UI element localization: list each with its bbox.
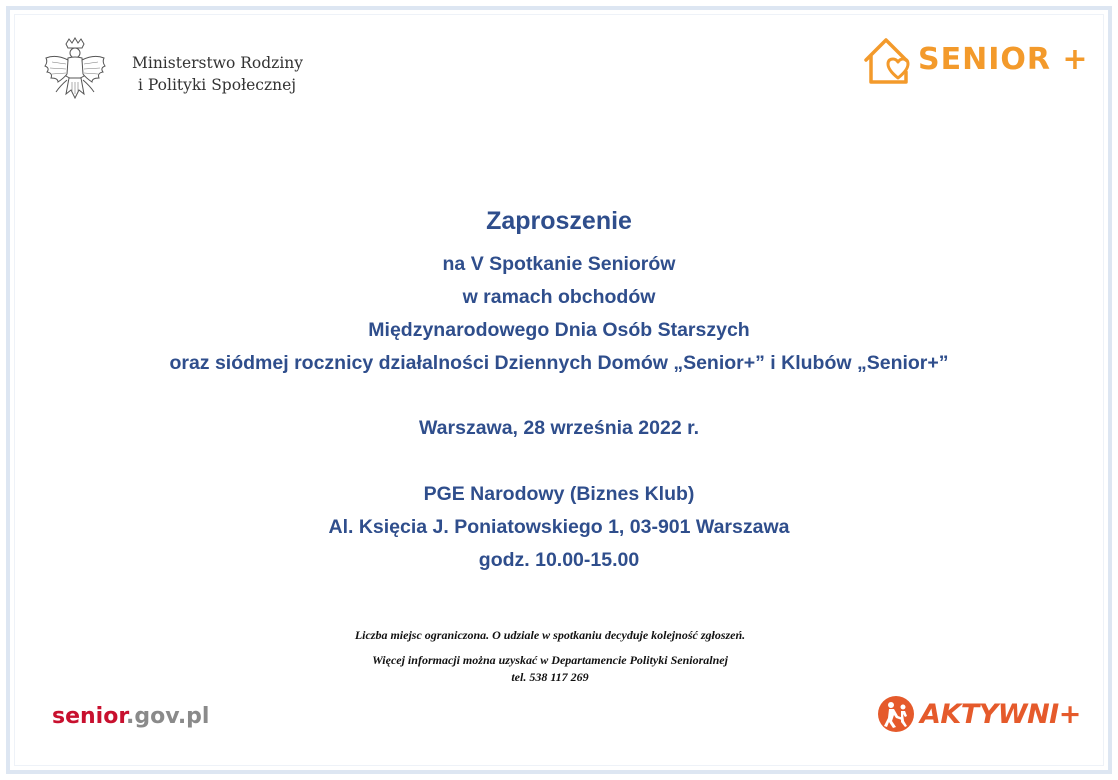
aktywni-plus-logo <box>876 694 1081 734</box>
aktywni-plus-wordmark: AKTYWNI+ <box>920 698 1081 730</box>
ministry-logo <box>42 36 303 112</box>
polish-eagle-icon <box>42 36 108 112</box>
ministry-name <box>132 52 303 96</box>
invitation-line-3: Międzynarodowego Dnia Osób Starszych <box>368 319 750 341</box>
running-people-icon <box>876 694 916 734</box>
event-address: Al. Księcia J. Poniatowskiego 1, 03-901 Warszawa <box>328 516 790 538</box>
senior-plus-logo <box>862 32 1089 86</box>
contact-phone: tel. 538 117 269 <box>511 670 589 684</box>
seats-limited-note: Liczba miejsc ograniczona. O udziale w spotkaniu decyduje kolejność zgłoszeń. <box>354 628 746 642</box>
event-venue: PGE Narodowy (Biznes Klub) <box>423 483 695 505</box>
invitation-body <box>0 200 1118 577</box>
house-heart-icon <box>862 32 916 86</box>
event-hours: godz. 10.00-15.00 <box>478 549 640 571</box>
invitation-title: Zaproszenie <box>486 207 632 235</box>
info-note: Więcej informacji można uzyskać w Departamencie Polityki Senioralnej <box>372 653 728 667</box>
event-date: Warszawa, 28 września 2022 r. <box>418 417 700 439</box>
invitation-line-1: na V Spotkanie Seniorów <box>442 253 676 275</box>
gov-site-grey-part: .gov.pl <box>126 704 210 729</box>
ministry-name-line1: Ministerstwo Rodziny <box>132 54 304 72</box>
senior-gov-pl-logo <box>52 704 209 729</box>
senior-plus-wordmark: SENIOR + <box>918 41 1089 77</box>
gov-site-red-part: senior <box>52 704 127 729</box>
ministry-name-line2: i Polityki Społecznej <box>138 76 297 94</box>
invitation-notes <box>0 624 1100 686</box>
invitation-line-4: oraz siódmej rocznicy działalności Dziennych Domów „Senior+” i Klubów „Senior+” <box>169 352 949 374</box>
invitation-line-2: w ramach obchodów <box>462 286 656 308</box>
